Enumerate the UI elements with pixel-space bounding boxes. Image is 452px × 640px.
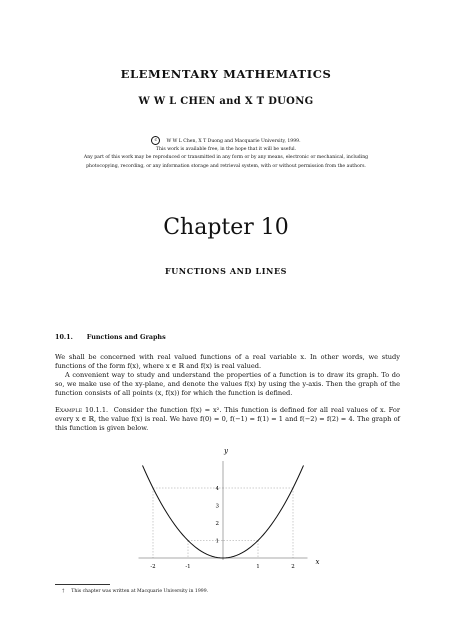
example-text: Consider the function f(x) = x². This function is defined for all real values of x. For every x ∈ ℝ, the value f(x) is real. We have f(0) = 0, f(−1) = f(1) = 1 and f(−2) = f(2) = 4. The graph of this function is given below. xyxy=(55,406,400,432)
book-title: ELEMENTARY MATHEMATICS xyxy=(120,67,332,81)
copyright-line xyxy=(0,136,452,145)
rights-line-1: Any part of this work may be reproduced or transmitted in any form or by any means, electronic or mechanical, including xyxy=(83,155,369,160)
section-heading xyxy=(55,333,166,341)
section-title: Functions and Graphs xyxy=(86,333,166,341)
copyright-text: W W L Chen, X T Duong and Macquarie University, 1999. xyxy=(166,139,301,144)
paragraph-1: We shall be concerned with real valued functions of a real variable x. In other words, we study functions of the form f(x), where x ∈ ℝ and f(x) is real valued. xyxy=(55,353,400,370)
footnote xyxy=(62,589,208,594)
paragraph-3 xyxy=(55,406,400,433)
x-axis-label: x xyxy=(315,558,320,566)
y-axis-label: y xyxy=(224,447,228,455)
y-tick-label-0: 1 xyxy=(215,538,219,545)
authors: W W L CHEN and X T DUONG xyxy=(138,96,314,107)
footnote-rule xyxy=(55,584,110,585)
footnote-text: This chapter was written at Macquarie University in 1999. xyxy=(71,589,209,594)
x-tick-label-1: -1 xyxy=(185,564,191,570)
footnote-mark: † xyxy=(62,589,65,594)
x-tick-label-0: -2 xyxy=(150,564,156,570)
section-number: 10.1. xyxy=(55,333,73,341)
chapter-subtitle: FUNCTIONS AND LINES xyxy=(164,266,288,276)
x-tick-label-2: 1 xyxy=(256,564,260,570)
x-tick-label-3: 2 xyxy=(291,564,295,570)
rights-line-2: photocopying, recording, or any information storage and retrieval system, with or without permission from the authors. xyxy=(86,164,366,169)
copyright-icon: c xyxy=(151,136,160,145)
parabola-graph xyxy=(120,443,330,578)
example-label: Example 10.1.1. xyxy=(55,406,109,414)
y-tick-label-1: 2 xyxy=(215,521,219,527)
chapter-heading: Chapter 10 xyxy=(163,215,289,240)
y-tick-label-2: 3 xyxy=(215,503,219,510)
free-notice: This work is available free, in the hope that it will be useful. xyxy=(155,147,297,152)
y-tick-label-3: 4 xyxy=(215,486,219,492)
paragraph-2: A convenient way to study and understand the properties of a function is to draw its graph. To do so, we make use of the xy-plane, and denote the values f(x) by using the y-axis. Then the graph of the function consists of all points (x, f(x)) for which the function is defined. xyxy=(55,371,400,397)
